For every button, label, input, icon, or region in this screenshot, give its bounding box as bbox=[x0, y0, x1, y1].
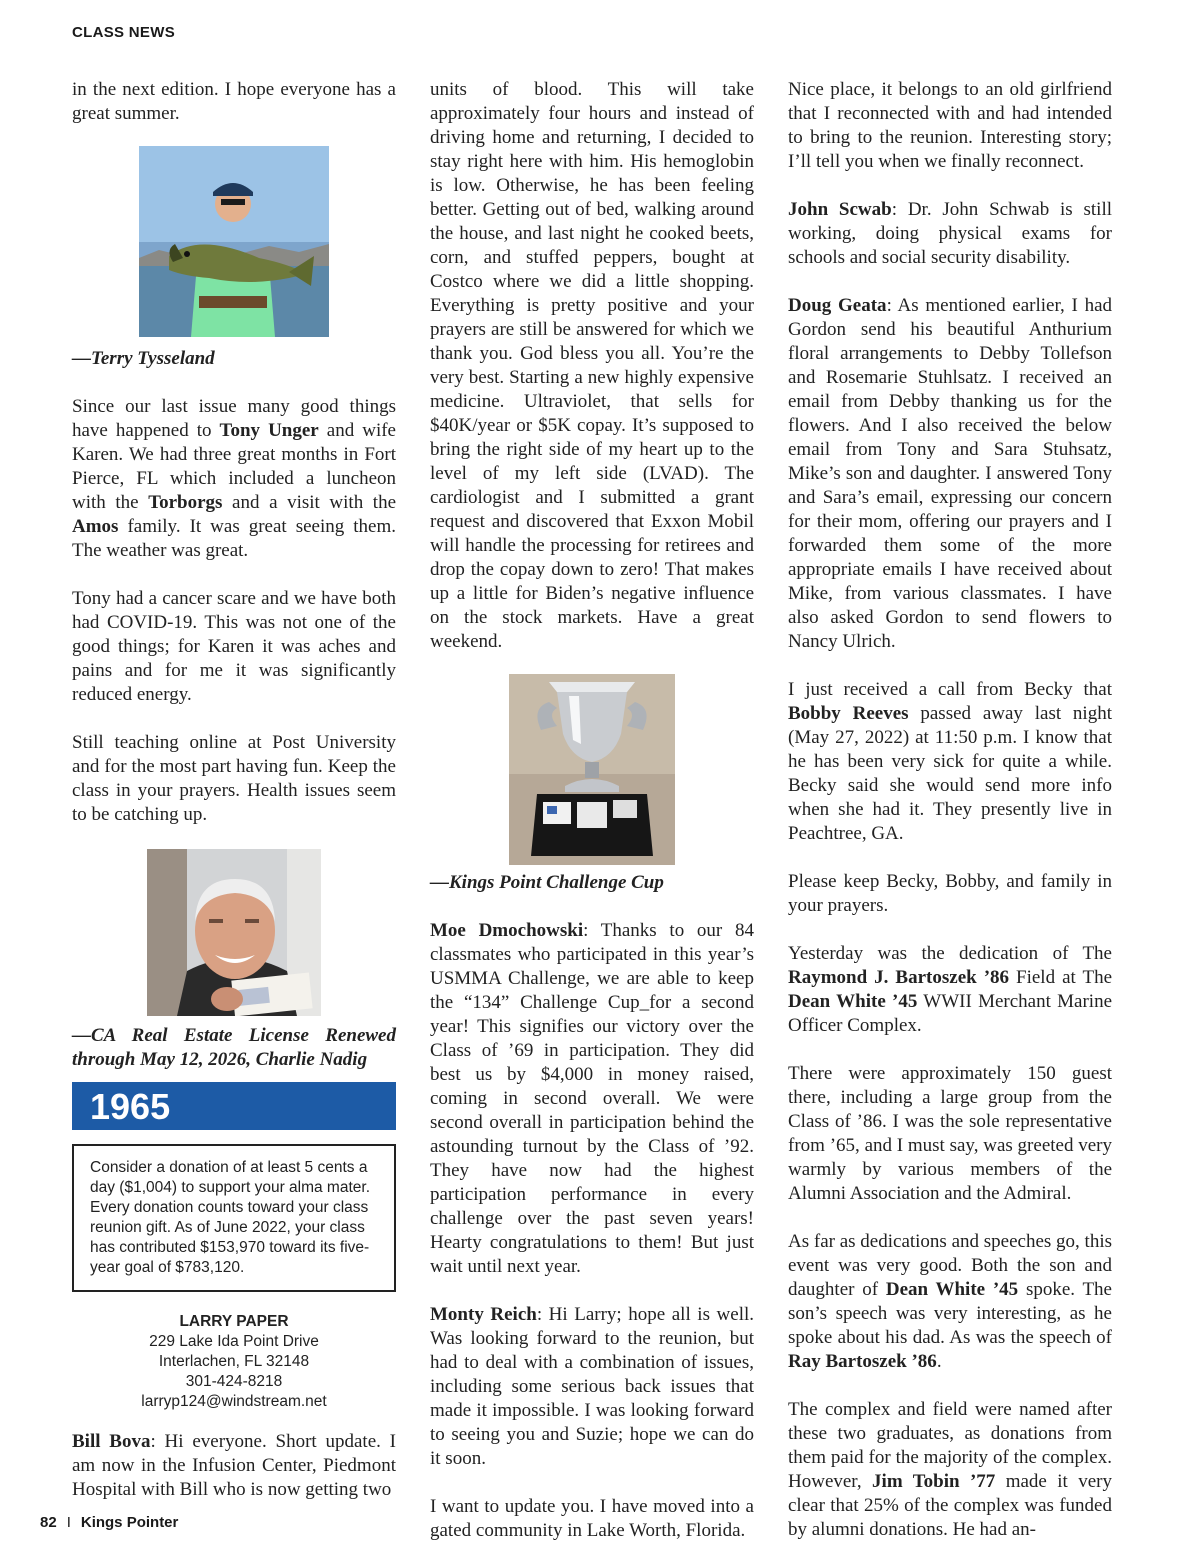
paragraph: in the next edition. I hope everyone has a great summer. bbox=[72, 79, 396, 124]
paragraph: Moe Dmochowski: Thanks to our 84 classmates who participated in this year’s USMMA Challenge, we are able to keep the “134” Challenge Cup_for a second year! This signifies our victory over the Class of ’69 in participation. They did best us by $4,000 in money raised, coming in second overall. We were second overall in participation behind the astounding turnout by the Class of ’92. They have now had the highest participation performance in every challenge over the past seven years! Hearty congratulations to them! But just wait until next year. bbox=[430, 920, 754, 1277]
column-3 bbox=[788, 78, 1112, 1542]
photo-caption: —Kings Point Challenge Cup bbox=[430, 872, 664, 893]
paragraph: John Scwab: Dr. John Schwab is still working, doing physical exams for schools and social security disability. bbox=[788, 199, 1113, 268]
paragraph: Bill Bova: Hi everyone. Short update. I am now in the Infusion Center, Piedmont Hospital with Bill who is now getting two bbox=[72, 1431, 396, 1500]
column-1 bbox=[72, 78, 396, 1502]
photo-fisherman-with-bass bbox=[139, 146, 329, 337]
contact-name: LARRY PAPER bbox=[179, 1313, 289, 1330]
photo-smiling-man bbox=[147, 849, 321, 1016]
paragraph: I want to update you. I have moved into a gated community in Lake Worth, Florida. bbox=[430, 1496, 754, 1541]
class-contact bbox=[72, 1312, 396, 1412]
photo-caption: —Terry Tysseland bbox=[72, 348, 215, 369]
paragraph: Still teaching online at Post University and for the most part having fun. Keep the class in your prayers. Health issues seem to be catching up. bbox=[72, 732, 396, 825]
contact-email: larryp124@windstream.net bbox=[141, 1393, 327, 1410]
contact-street: 229 Lake Ida Point Drive bbox=[149, 1333, 319, 1350]
paragraph: Nice place, it belongs to an old girlfriend that I reconnected with and had intended to bring to the reunion. Interesting story; I’ll tell you when we finally reconnect. bbox=[788, 79, 1112, 172]
paragraph: I just received a call from Becky that Bobby Reeves passed away last night (May 27, 2022) at 11:50 p.m. I know that he has been very sick for quite a while. Becky said she would send more info when she had it. They presently live in Peachtree, GA. bbox=[788, 679, 1112, 844]
paragraph: As far as dedications and speeches go, this event was very good. Both the son and daughter of Dean White ’45 spoke. The son’s speech was very interesting, as he spoke about his dad. As was the speech of Ray Bartoszek ’86. bbox=[788, 1231, 1112, 1372]
page-footer bbox=[40, 1514, 178, 1531]
paragraph: The complex and field were named after these two graduates, as donations from them paid for the majority of the complex. However, Jim Tobin ’77 made it very clear that 25% of the complex was funded by alumni donations. He had an- bbox=[788, 1399, 1113, 1540]
footer-separator: I bbox=[66, 1514, 71, 1531]
publication-name: Kings Pointer bbox=[80, 1514, 179, 1531]
donation-notice: Consider a donation of at least 5 cents a day ($1,004) to support your alma mater. Every donation counts toward your class reunion gift. As of June 2022, your class has contributed $153,970 toward its five-year goal of $783,120. bbox=[72, 1144, 396, 1292]
paragraph: units of blood. This will take approximately four hours and instead of driving home and returning, I decided to stay right here with him. His hemoglobin is low. Otherwise, he has been feeling better. Getting out of bed, walking around the house, and last night he cooked beets, corn, and stuffed peppers, bought at Costco where we did a little shopping. Everything is pretty positive and your prayers are still be answered for which we thank you. God bless you all. You’re the very best. Starting a new highly expensive medicine. Ultraviolet, that sells for $40K/year or $5K copay. It’s supposed to bring the right side of my heart up to the level of my left side (LVAD). The cardiologist and I submitted a grant request and discovered that Exxon Mobil will handle the processing for retirees and drop the copay down to zero! That makes up a little for Biden’s negative influence on the stock markets. Have a great weekend. bbox=[430, 79, 754, 652]
paragraph: Doug Geata: As mentioned earlier, I had Gordon send his beautiful Anthurium floral arrangements to Debby Tollefson and Rosemarie Stuhlsatz. I received an email from Debby thanking us for the flowers. And I also received the below email from Tony and Sara Stuhsatz, Mike’s son and daughter. I answered Tony and Sara’s email, expressing our concern for their mom, offering our prayers and I forwarded them some of the more appropriate emails I have received about Mike, from various classmates. I have also asked Gordon to send flowers to Nancy Ulrich. bbox=[788, 295, 1113, 652]
paragraph: There were approximately 150 guest there, including a large group from the Class of ’86. I was the sole representative from ’65, and I must say, was greeted very warmly by various members of the Alumni Association and the Admiral. bbox=[788, 1063, 1112, 1204]
paragraph: Please keep Becky, Bobby, and family in your prayers. bbox=[788, 871, 1112, 916]
class-year-banner: 1965 bbox=[72, 1082, 396, 1130]
paragraph: Monty Reich: Hi Larry; hope all is well. Was looking forward to the reunion, but had to deal with a combination of issues, including some serious back issues that made it impossible. I was looking forward to seeing you and Suzie; hope we can do it soon. bbox=[430, 1304, 754, 1469]
photo-caption: —CA Real Estate License Renewed through May 12, 2026, Charlie Nadig bbox=[72, 1025, 396, 1070]
contact-phone: 301-424-8218 bbox=[185, 1373, 283, 1390]
column-2 bbox=[430, 78, 754, 1543]
contact-city: Interlachen, FL 32148 bbox=[158, 1353, 310, 1370]
section-header: CLASS NEWS bbox=[72, 24, 176, 41]
paragraph: Since our last issue many good things have happened to Tony Unger and wife Karen. We had three great months in Fort Pierce, FL which included a luncheon with the Torborgs and a visit with the Amos family. It was great seeing them. The weather was great. bbox=[72, 396, 396, 561]
paragraph: Tony had a cancer scare and we have both had COVID-19. This was not one of the good things; for Karen it was aches and pains and for me it was significantly reduced energy. bbox=[72, 588, 396, 705]
photo-challenge-cup-trophy bbox=[509, 674, 675, 865]
paragraph: Yesterday was the dedication of The Raymond J. Bartoszek ’86 Field at The Dean White ’45 WWII Merchant Marine Officer Complex. bbox=[788, 943, 1113, 1036]
page-number: 82 bbox=[40, 1514, 57, 1531]
